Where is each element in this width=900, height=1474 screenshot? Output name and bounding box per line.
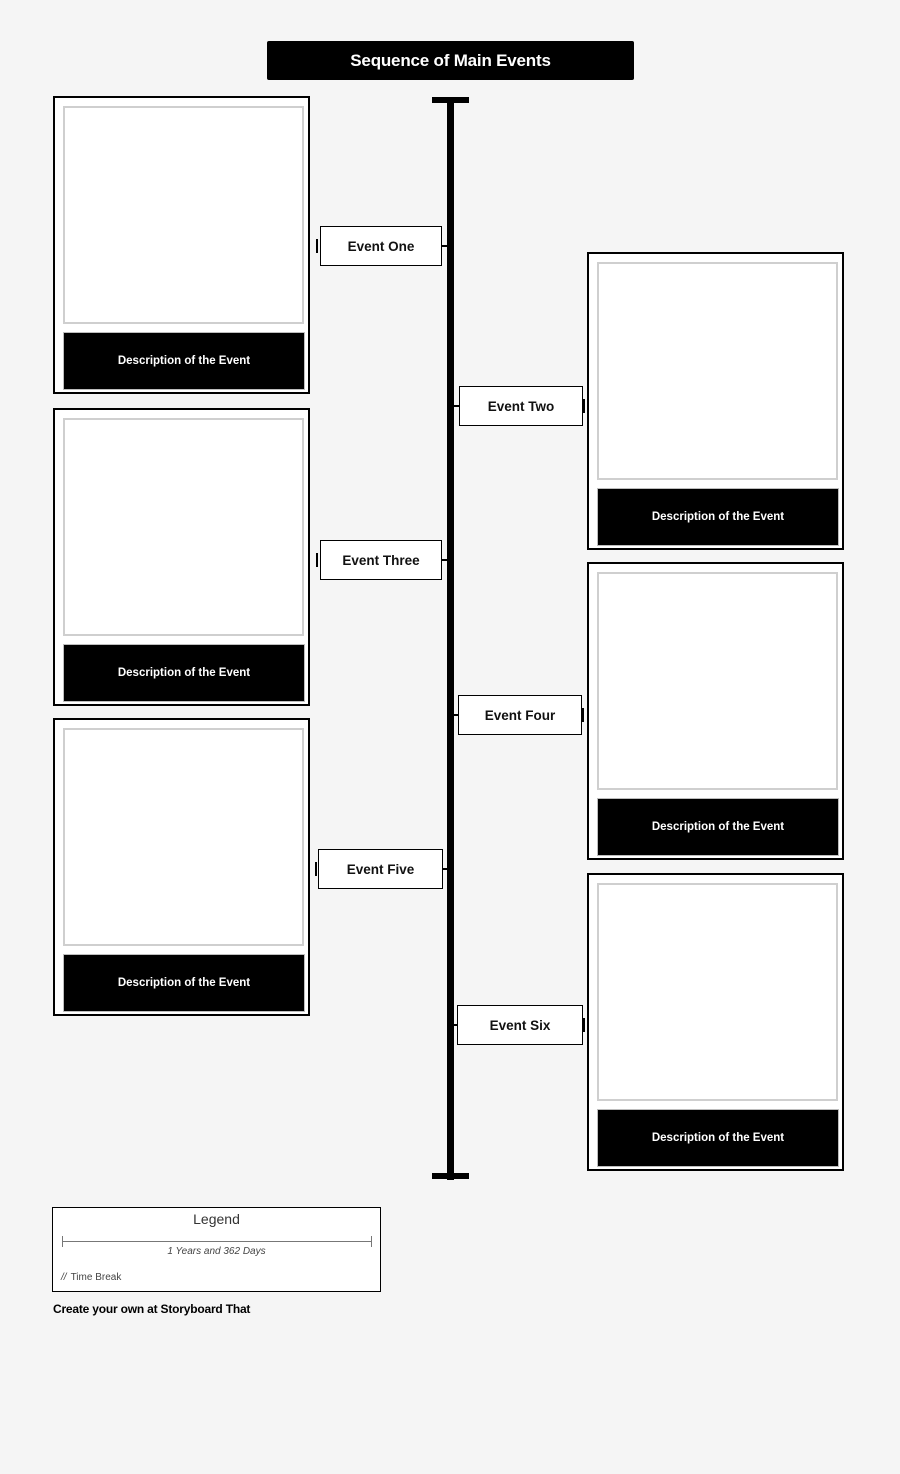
event-description[interactable]: Description of the Event [597, 798, 839, 856]
event-label-4[interactable]: Event Four [458, 695, 582, 735]
event-description[interactable]: Description of the Event [63, 332, 305, 390]
event-label-2[interactable]: Event Two [459, 386, 583, 426]
timeline-connector [442, 245, 448, 247]
timeline-top-cap [432, 97, 469, 103]
event-label-5[interactable]: Event Five [318, 849, 443, 889]
event-description[interactable]: Description of the Event [597, 1109, 839, 1167]
event-image-frame[interactable] [63, 418, 304, 636]
legend-time-break [61, 1272, 121, 1283]
event-image-frame[interactable] [63, 728, 304, 946]
event-image-frame[interactable] [597, 572, 838, 790]
label-tick [582, 708, 584, 722]
timeline-connector [442, 559, 448, 561]
event-description[interactable]: Description of the Event [63, 954, 305, 1012]
timeline-connector [443, 868, 448, 870]
legend-span-text: 1 Years and 362 Days [167, 1246, 266, 1257]
event-card-6 [587, 873, 844, 1171]
time-break-label: Time Break [70, 1272, 122, 1283]
event-description[interactable]: Description of the Event [597, 488, 839, 546]
event-card-1 [53, 96, 310, 394]
label-tick [316, 239, 318, 253]
time-break-icon: // [61, 1272, 67, 1283]
legend [52, 1207, 381, 1292]
page-title: Sequence of Main Events [267, 41, 634, 80]
event-label-3[interactable]: Event Three [320, 540, 442, 580]
credit-link[interactable]: Create your own at Storyboard That [53, 1302, 251, 1316]
event-card-4 [587, 562, 844, 860]
legend-title: Legend [193, 1211, 240, 1227]
event-image-frame[interactable] [597, 883, 838, 1101]
event-image-frame[interactable] [597, 262, 838, 480]
event-card-3 [53, 408, 310, 706]
event-label-6[interactable]: Event Six [457, 1005, 583, 1045]
event-label-1[interactable]: Event One [320, 226, 442, 266]
event-description[interactable]: Description of the Event [63, 644, 305, 702]
timeline-bottom-cap [432, 1173, 469, 1179]
label-tick [315, 862, 317, 876]
event-card-2 [587, 252, 844, 550]
label-tick [316, 553, 318, 567]
label-tick [583, 399, 585, 413]
label-tick [583, 1018, 585, 1032]
timeline-axis [447, 98, 454, 1180]
event-image-frame[interactable] [63, 106, 304, 324]
legend-scale-line [62, 1241, 372, 1242]
event-card-5 [53, 718, 310, 1016]
